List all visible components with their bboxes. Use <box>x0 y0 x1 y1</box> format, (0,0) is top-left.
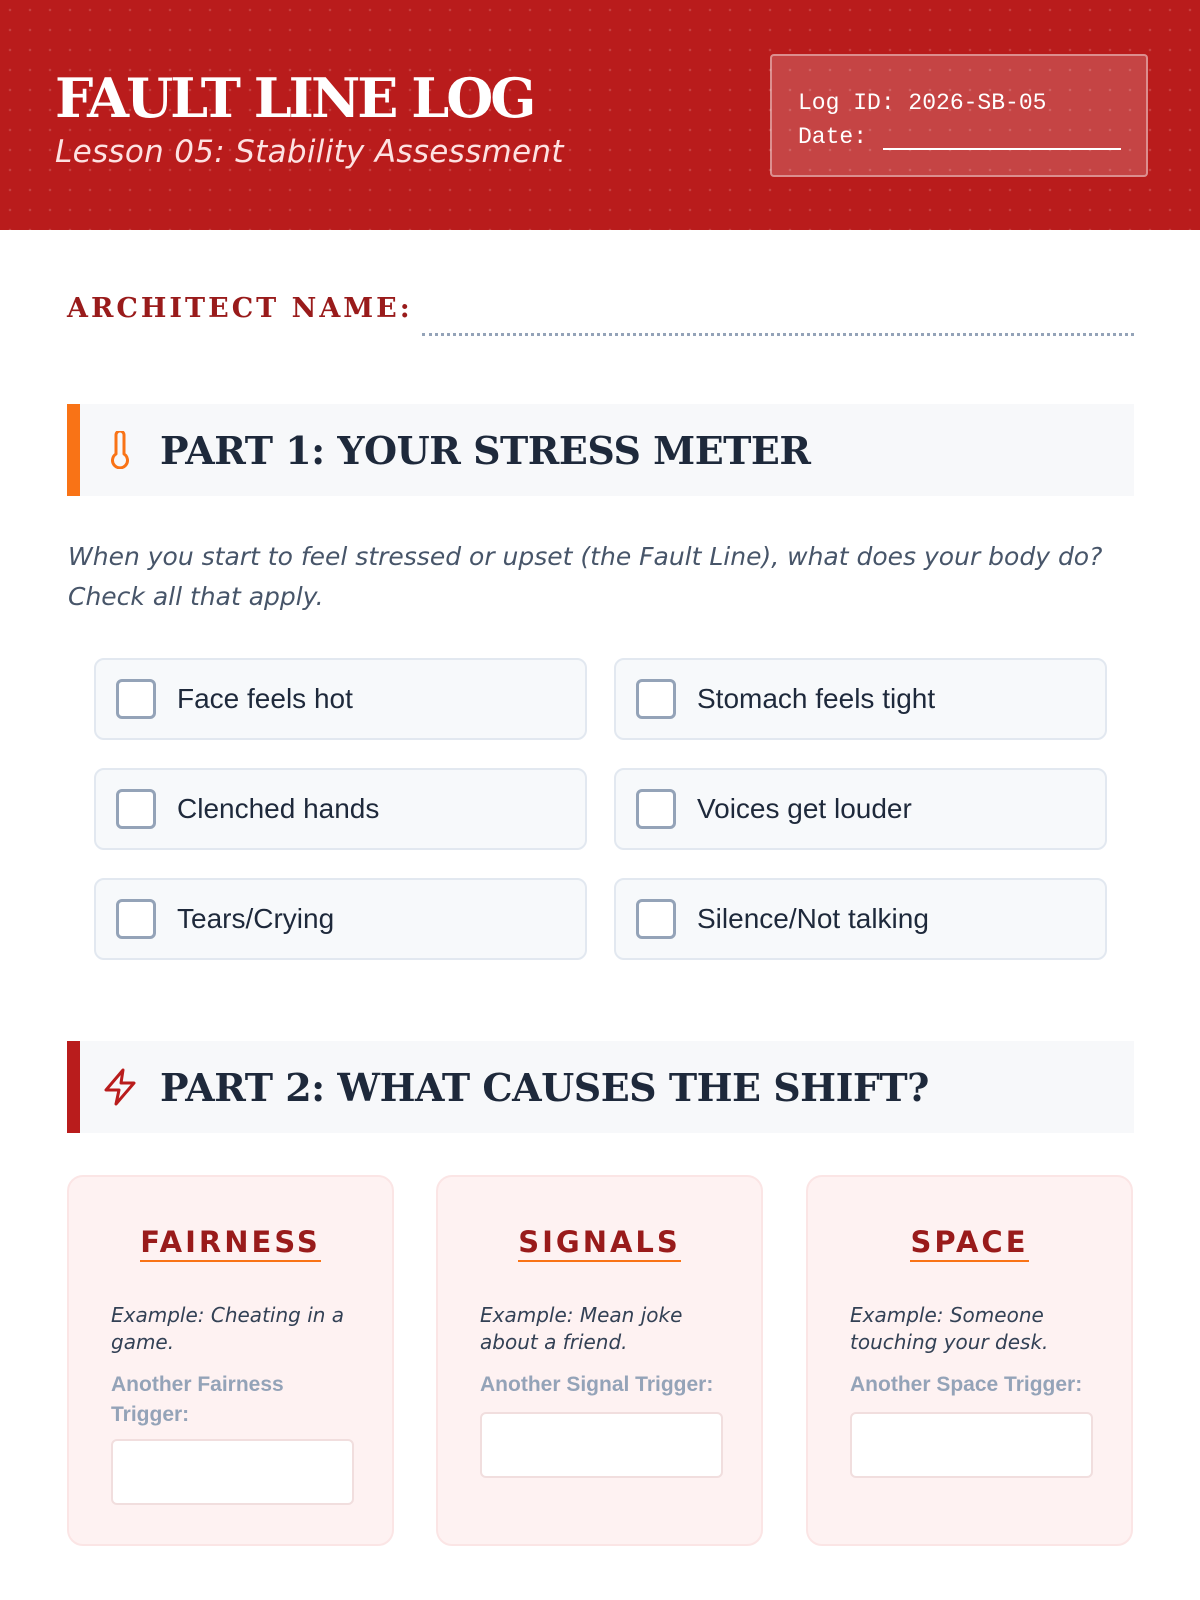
card-title: FAIRNESS <box>140 1225 321 1262</box>
card-prompt: Another Space Trigger: <box>850 1373 1083 1396</box>
checklist-label: Voices get louder <box>697 793 912 824</box>
checkbox[interactable] <box>116 789 156 829</box>
checklist-item-clenched-hands[interactable] <box>94 768 587 850</box>
part2-header <box>67 1041 1134 1133</box>
checklist-item-stomach-tight[interactable] <box>614 658 1107 740</box>
part2-heading: PART 2: WHAT CAUSES THE SHIFT? <box>160 1064 929 1110</box>
part1-instructions: When you start to feel stressed or upset (the Fault Line), what does your body do? Check all that apply. <box>68 542 1103 611</box>
card-example: Example: Mean joke about a friend. <box>480 1303 683 1354</box>
worksheet-title: FAULT LINE LOG <box>55 66 534 130</box>
trigger-card-space <box>806 1175 1133 1546</box>
card-prompt: Another Fairness Trigger: <box>111 1373 284 1426</box>
worksheet-header <box>0 0 1200 230</box>
part1-header <box>67 404 1134 496</box>
card-title: SIGNALS <box>518 1225 681 1262</box>
part1-heading: PART 1: YOUR STRESS METER <box>160 427 811 473</box>
checkbox[interactable] <box>636 679 676 719</box>
trigger-card-fairness <box>67 1175 394 1546</box>
trigger-card-signals <box>436 1175 763 1546</box>
log-info-box <box>770 54 1148 177</box>
stress-checklist <box>94 658 1107 960</box>
checkbox[interactable] <box>636 789 676 829</box>
checkbox[interactable] <box>636 899 676 939</box>
checkbox[interactable] <box>116 899 156 939</box>
checklist-label: Silence/Not talking <box>697 903 929 934</box>
thermometer-icon <box>80 431 160 469</box>
checklist-item-tears[interactable] <box>94 878 587 960</box>
space-trigger-input[interactable] <box>850 1412 1093 1478</box>
worksheet-subtitle: Lesson 05: Stability Assessment <box>55 134 564 170</box>
part1-accent-bar <box>67 404 80 496</box>
checklist-label: Face feels hot <box>177 683 353 714</box>
card-title: SPACE <box>910 1225 1028 1262</box>
date-label: Date: <box>798 124 868 150</box>
lightning-icon <box>80 1068 160 1106</box>
checklist-label: Clenched hands <box>177 793 380 824</box>
architect-name-field[interactable] <box>422 333 1134 336</box>
signal-trigger-input[interactable] <box>480 1412 723 1478</box>
card-example: Example: Cheating in a game. <box>111 1303 345 1354</box>
checkbox[interactable] <box>116 679 156 719</box>
date-field[interactable] <box>883 128 1121 150</box>
part2-accent-bar <box>67 1041 80 1133</box>
log-id-text: Log ID: 2026-SB-05 <box>798 90 1047 116</box>
architect-name-label: ARCHITECT NAME: <box>67 293 413 324</box>
card-example: Example: Someone touching your desk. <box>850 1303 1049 1354</box>
fairness-trigger-input[interactable] <box>111 1439 354 1505</box>
card-prompt: Another Signal Trigger: <box>480 1373 714 1396</box>
checklist-item-face-hot[interactable] <box>94 658 587 740</box>
checklist-item-silence[interactable] <box>614 878 1107 960</box>
checklist-label: Tears/Crying <box>177 903 335 934</box>
checklist-label: Stomach feels tight <box>697 683 936 714</box>
checklist-item-voices-louder[interactable] <box>614 768 1107 850</box>
